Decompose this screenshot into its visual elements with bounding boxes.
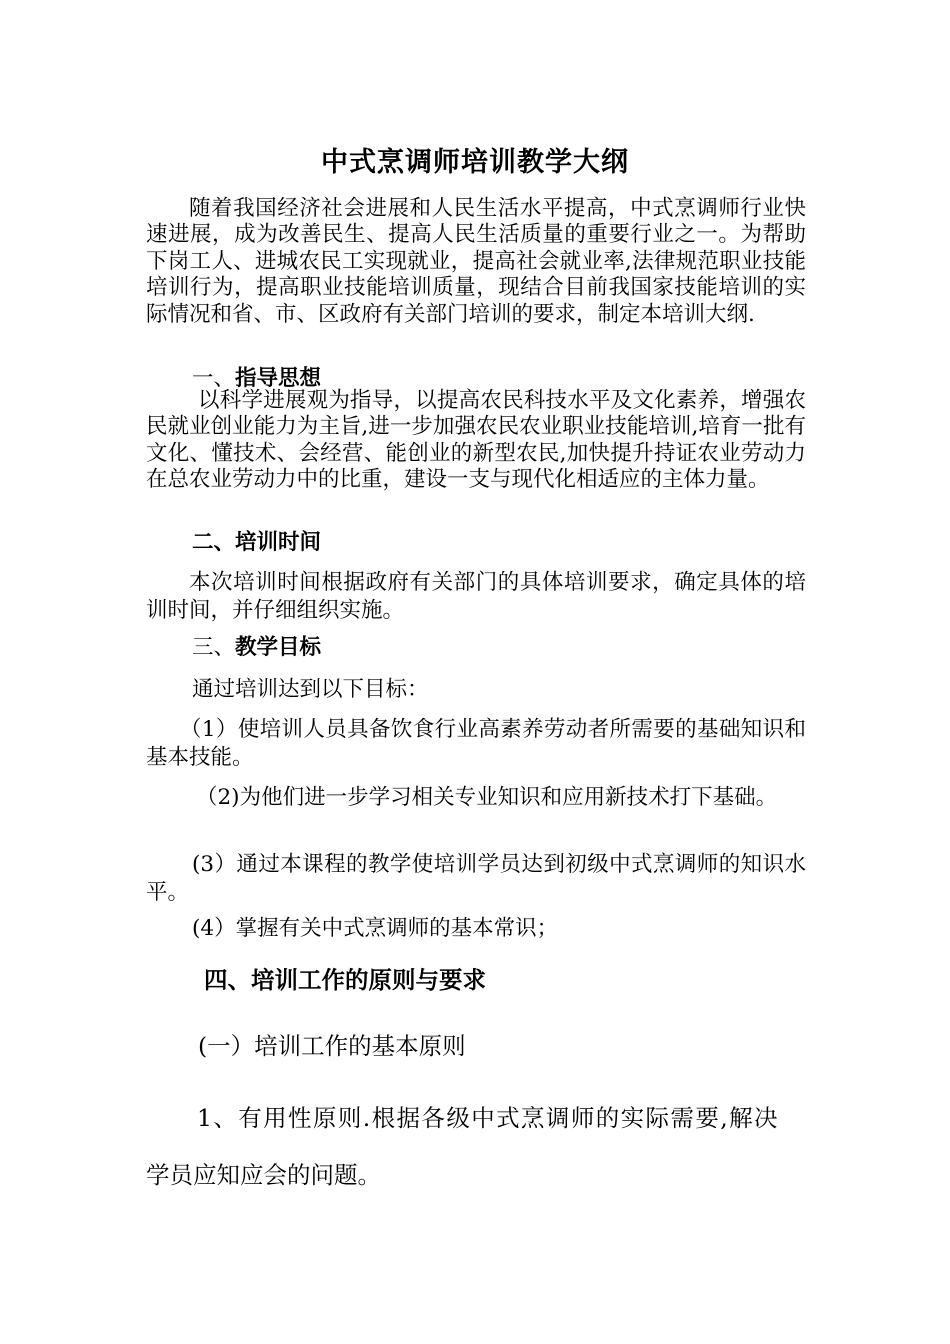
objective-item-3: (3）通过本课程的教学使培训学员达到初级中式烹调师的知识水平。 bbox=[146, 852, 806, 905]
section-2-number: 二、 bbox=[192, 530, 236, 555]
section-4-heading: 四、培训工作的原则与要求 bbox=[204, 966, 486, 994]
section-1-body: 以科学进展观为指导，以提高农民科技水平及文化素养，增强农民就业创业能力为主旨,进一步加强农民农业职业技能培训,培育一批有文化、懂技术、会经营、能创业的新型农民,加快提升持证农业劳动力在总农业劳动力中的比重，建设一支与现代化相适应的主体力量。 bbox=[146, 388, 806, 493]
objective-item-4: (4）掌握有关中式烹调师的基本常识； bbox=[192, 916, 559, 941]
section-3-intro: 通过培训达到以下目标： bbox=[192, 677, 429, 702]
section-3-number: 三、 bbox=[192, 635, 236, 660]
objective-item-2: （2)为他们进一步学习相关专业知识和应用新技术打下基础。 bbox=[196, 785, 778, 810]
section-4-subheading: (一）培训工作的基本原则 bbox=[198, 1032, 466, 1060]
principle-line-1: 1、有用性原则.根据各级中式烹调师的实际需要,解决 bbox=[197, 1104, 779, 1132]
section-2-title: 培训时间 bbox=[235, 530, 322, 555]
intro-paragraph: 随着我国经济社会进展和人民生活水平提高，中式烹调师行业快速进展，成为改善民生、提高人民生活质量的重要行业之一。为帮助下岗工人、进城农民工实现就业，提高社会就业率,法律规范职业技能培训行为，提高职业技能培训质量，现结合目前我国家技能培训的实际情况和省、市、区政府有关部门培训的要求，制定本培训大纲. bbox=[146, 196, 806, 327]
section-2-body: 本次培训时间根据政府有关部门的具体培训要求，确定具体的培训时间，并仔细组织实施。 bbox=[146, 570, 806, 623]
section-1-number: 一、 bbox=[192, 366, 236, 391]
section-2-heading bbox=[192, 529, 321, 557]
document-title: 中式烹调师培训教学大纲 bbox=[321, 147, 629, 178]
section-3-heading bbox=[192, 634, 321, 662]
principle-line-2: 学员应知应会的问题。 bbox=[146, 1161, 381, 1189]
section-3-title: 教学目标 bbox=[235, 635, 322, 660]
section-1-title: 指导思想 bbox=[235, 366, 322, 391]
objective-item-1: （1）使培训人员具备饮食行业高素养劳动者所需要的基础知识和基本技能。 bbox=[146, 717, 806, 770]
